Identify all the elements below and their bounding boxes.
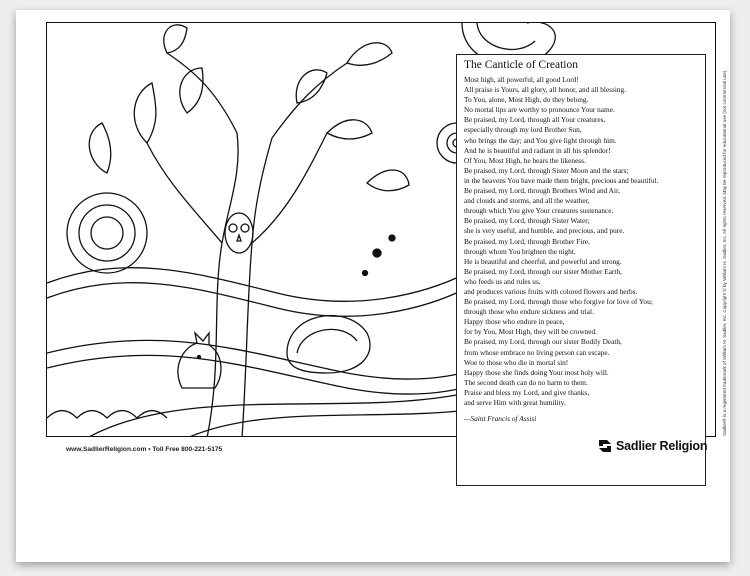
poem-line: Be praised, my Lord, through Brothers Wind and Air, <box>464 186 620 196</box>
poem-line: for by You, Most High, they will be crowned. <box>464 327 597 337</box>
poem-line: she is very useful, and humble, and precious, and pure. <box>464 226 625 236</box>
poem-line: who feeds us and rules us, <box>464 276 541 286</box>
poem-line: and serve Him with great humility. <box>464 398 566 407</box>
sadlier-brand <box>598 438 707 454</box>
poem-line: No mortal lips are worthy to pronounce Your name. <box>464 105 615 115</box>
poem-line: especially through my lord Brother Sun, <box>464 125 582 135</box>
poem-line: The second death can do no harm to them. <box>464 377 588 387</box>
poem-title: The Canticle of Creation <box>464 59 579 71</box>
brand-name: Sadlier Religion <box>616 439 708 453</box>
poem-line: through whom You brighten the night. <box>464 246 576 256</box>
sadlier-s-logo-icon <box>598 438 612 454</box>
poem-line: Most high, all powerful, all good Lord! <box>464 75 579 84</box>
poem-line: Be praised, my Lord, through those who forgive for love of You; <box>464 297 653 307</box>
poem-lines <box>464 75 699 408</box>
poem-line: from whose embrace no living person can escape. <box>464 347 610 357</box>
coloring-page-sheet <box>16 10 730 562</box>
poem-line: through which You give Your creatures sustenance. <box>464 206 614 216</box>
poem-line: Happy those who endure in peace, <box>464 317 565 327</box>
poem-line: Be praised, my Lord, through Brother Fire, <box>464 236 590 246</box>
poem-line: Happy those she finds doing Your most holy will. <box>464 367 609 377</box>
copyright-side-text: Sadlier® is a registered trademark of William H. Sadlier, Inc. Copyright © by William H. Sadlier, Inc. All rights reserved. May be reproduced for educational use (not commercial use). <box>722 69 727 436</box>
poem-line: who brings the day; and You give light through him. <box>464 135 617 145</box>
poem-line: Be praised, my Lord, through Sister Water; <box>464 216 590 226</box>
poem-line: Be praised, my Lord, through Sister Moon and the stars; <box>464 165 629 175</box>
poem-line: in the heavens You have made them bright, precious and beautiful. <box>464 175 659 185</box>
poem-line: Woe to those who die in mortal sin! <box>464 357 569 367</box>
poem-line: Be praised, my Lord, through all Your creatures, <box>464 115 606 125</box>
poem-line: through those who endure sickness and trial. <box>464 307 594 317</box>
poem-line: And he is beautiful and radiant in all his splendor! <box>464 145 611 155</box>
poem-line: Be praised, my Lord, through our sister Bodily Death, <box>464 337 622 347</box>
poem-line: He is beautiful and cheerful, and powerful and strong. <box>464 256 622 266</box>
poem-line: and produces various fruits with colored flowers and herbs. <box>464 286 638 296</box>
contact-footer: www.SadlierReligion.com • Toll Free 800-221-5175 <box>66 446 223 453</box>
poem-line: Of You, Most High, he bears the likeness. <box>464 155 586 165</box>
poem-attribution: —Saint Francis of Assisi <box>464 414 537 424</box>
poem-line: and clouds and storms, and all the weather, <box>464 196 590 206</box>
poem-line: Be praised, my Lord, through our sister Mother Earth, <box>464 266 622 276</box>
poem-text-box <box>456 54 706 486</box>
poem-line: All praise is Yours, all glory, all honor, and all blessing. <box>464 85 626 95</box>
poem-line: To You, alone, Most High, do they belong. <box>464 95 589 105</box>
poem-line: Praise and bless my Lord, and give thanks, <box>464 387 590 397</box>
